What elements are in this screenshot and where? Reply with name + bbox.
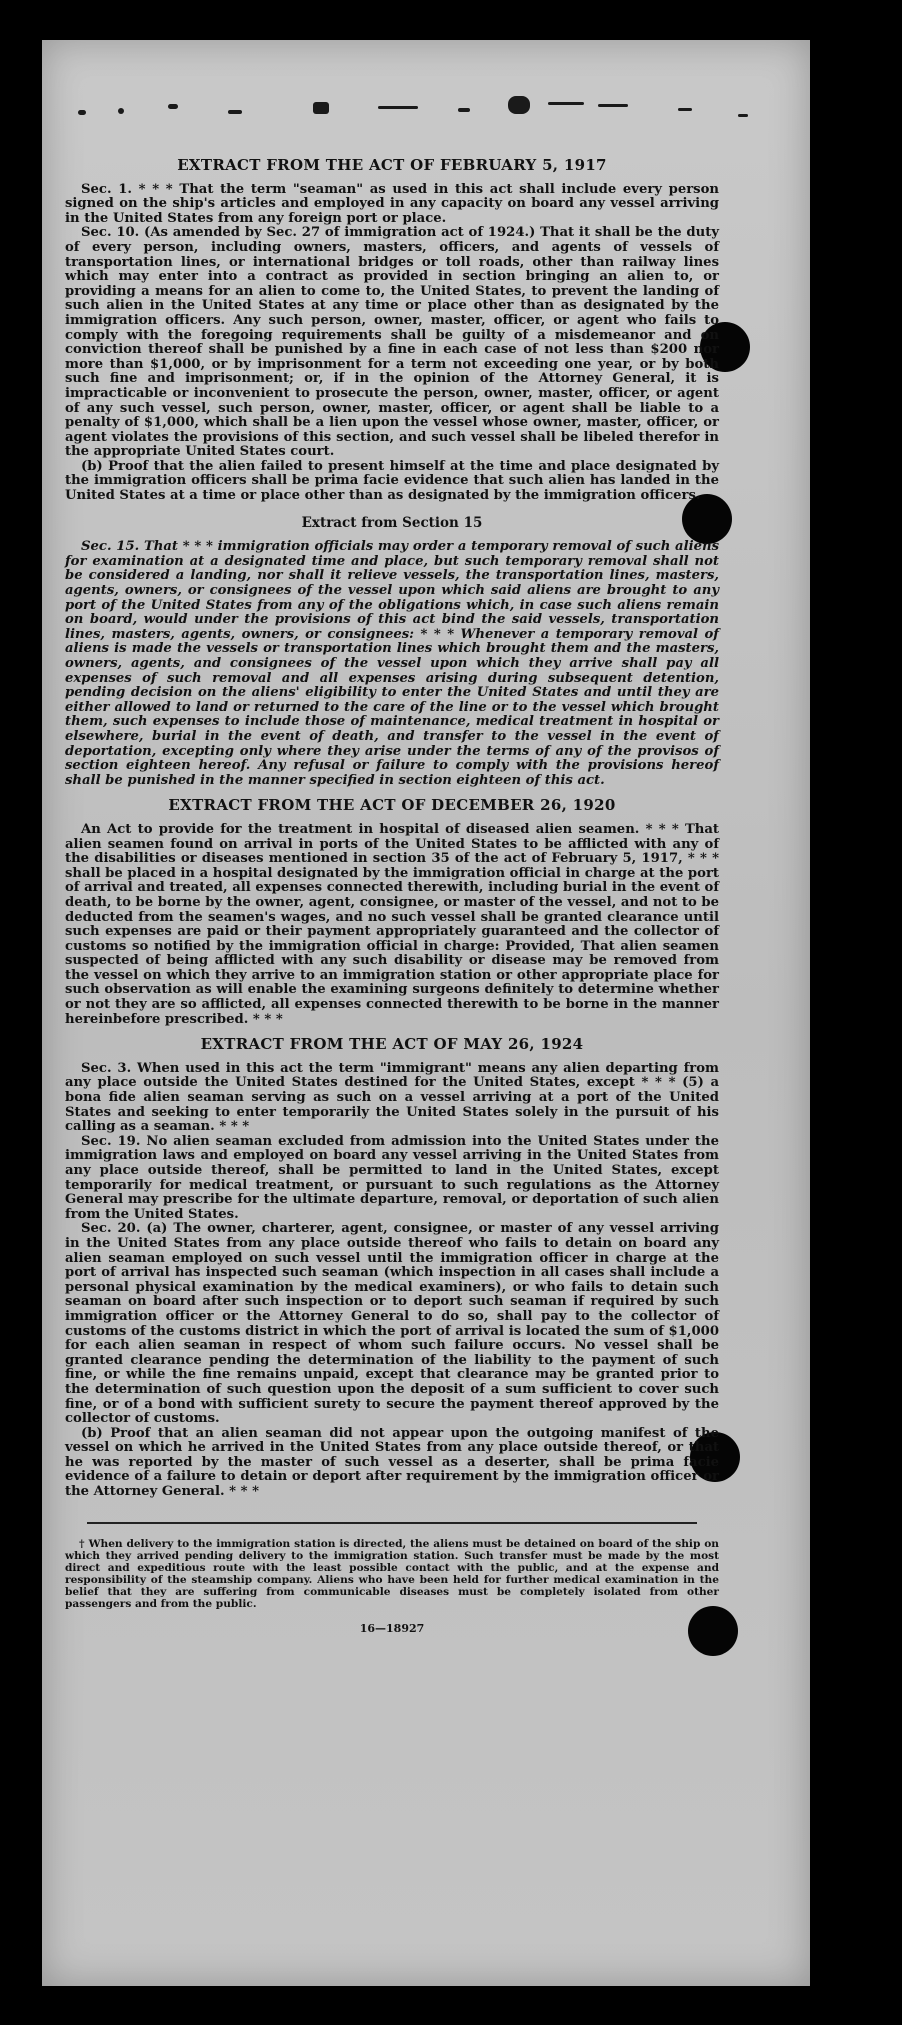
handwritten-scribble xyxy=(78,88,778,148)
subheading-section-15: Extract from Section 15 xyxy=(301,514,483,531)
form-code: 16—18927 xyxy=(359,1621,425,1635)
paragraph-sec-15: Sec. 15. That * * * immigration officials may order a temporary removal of such aliens for examination at a designated time and place, but such temporary removal shall not be considered a landing, nor shall it relieve vessels, the transportation lines, masters, agents, owners, or consignees of the vessel upon which said aliens are brought to any port of the United States from any of the obligations which, in case such aliens remain on board, would under the provisions of this act bind the said vessels, transportation lines, masters, agents, owners, or consignees: * * * Whenever a temporary removal of aliens is made the vessels or transportation lines which brought them and the masters, owners, agents, and consignees of the vessel upon which they arrive shall pay all expenses of such removal and all expenses arising during subsequent detention, pending decision on the aliens' eligibility to enter the United States and until they are either allowed to land or returned to the care of the line or to the vessel which brought them, such expenses to include those of maintenance, medical treatment in hospital or elsewhere, burial in the event of death, and transfer to the vessel in the event of deportation, excepting only where they arise under the terms of any of the provisos of section eighteen hereof. Any refusal or failure to comply with the provisions hereof shall be punished in the manner specified in section eighteen of this act. xyxy=(65,539,719,788)
paragraph-sec-1: Sec. 1. * * * That the term "seaman" as used in this act shall include every person signed on the ship's articles and employed in any capacity on board any vessel arriving in the United States from any foreign port or place. xyxy=(65,181,719,226)
document-body xyxy=(65,148,719,1636)
paragraph-sec-20a: Sec. 20. (a) The owner, charterer, agent, consignee, or master of any vessel arriving in the United States from any place outside thereof who fails to detain on board any alien seaman employed on such vessel until the immigration officer in charge at the port of arrival has inspected such seaman (which inspection in all cases shall include a personal physical examination by the medical examiners), or who fails to detain such seaman on board after such inspection or to deport such seaman if required by such immigration officer or the Attorney General to do so, shall pay to the collector of customs of the customs district in which the port of arrival is located the sum of $1,000 for each alien seaman in respect of whom such failure occurs. No vessel shall be granted clearance pending the determination of the liability to the payment of such fine, or while the fine remains unpaid, except that clearance may be granted prior to the determination of such question upon the deposit of a sum sufficient to cover such fine, or of a bond with sufficient surety to secure the payment thereof approved by the collector of customs. xyxy=(65,1221,719,1427)
italic-block xyxy=(65,540,719,788)
footnote-divider xyxy=(87,1522,697,1524)
paragraph-sec-10: Sec. 10. (As amended by Sec. 27 of immigration act of 1924.) That it shall be the duty of every person, including owners, masters, officers, and agents of vessels of transportation lines, or international bridges or toll roads, other than railway lines which may enter into a contract as provided in section bringing an alien to, or providing a means for an alien to come to, the United States, to prevent the landing of such alien in the United States at any time or place other than as designated by the immigration officers. Any such person, owner, master, officer, or agent who fails to comply with the foregoing requirements shall be guilty of a misdemeanor and on conviction thereof shall be punished by a fine in each case of not less than $200 nor more than $1,000, or by imprisonment for a term not exceeding one year, or by both such fine and imprisonment; or, if in the opinion of the Attorney General, it is impracticable or inconvenient to prosecute the person, owner, master, officer, or agent of any such vessel, such person, owner, master, officer, or agent shall be liable to a penalty of $1,000, which shall be a lien upon the vessel whose owner, master, officer, or agent violates the provisions of this section, and such vessel shall be libeled therefor in the appropriate United States court. xyxy=(65,225,719,460)
paragraph-sec-20b: (b) Proof that an alien seaman did not appear upon the outgoing manifest of the vessel on which he arrived in the United States from any place outside thereof, or that he was reported by the master of such vessel as a deserter, shall be prima facie evidence of a failure to detain or deport after requirement by the immigration officer or the Attorney General. * * * xyxy=(65,1425,719,1500)
paragraph-proof-b: (b) Proof that the alien failed to present himself at the time and place designated by the immigration officers shall be prima facie evidence that such alien has landed in the United States at a time or place other than as designated by the immigration officers. xyxy=(65,458,719,504)
heading-act-dec-1920: EXTRACT FROM THE ACT OF DECEMBER 26, 1920 xyxy=(168,796,616,815)
heading-act-may-1924: EXTRACT FROM THE ACT OF MAY 26, 1924 xyxy=(200,1035,584,1054)
paragraph-sec-3: Sec. 3. When used in this act the term "immigrant" means any alien departing from any place outside the United States destined for the United States, except * * * (5) a bona fide alien seaman serving as such on a vessel arriving at a port of the United States and seeking to enter temporarily the United States solely in the pursuit of his calling as a seaman. * * * xyxy=(65,1060,719,1135)
footnote: † When delivery to the immigration station is directed, the aliens must be detained on board of the ship on which they arrived pending delivery to the immigration station. Such transfer must be made by the most direct and expeditious route with the least possible contact with the public, and at the expense and responsibility of the steamship company. Aliens who have been held for further medical examination in the belief that they are suffering from communicable diseases must be completely isolated from other passengers and from the public. xyxy=(65,1537,719,1610)
paragraph-sec-19: Sec. 19. No alien seaman excluded from admission into the United States under the immigration laws and employed on board any vessel arriving in the United States from any place outside thereof, shall be permitted to land in the United States, except temporarily for medical treatment, or pursuant to such regulations as the Attorney General may prescribe for the ultimate departure, removal, or deportation of such alien from the United States. xyxy=(65,1133,719,1222)
heading-act-feb-1917: EXTRACT FROM THE ACT OF FEBRUARY 5, 1917 xyxy=(177,156,607,174)
paragraph-act-1920: An Act to provide for the treatment in hospital of diseased alien seamen. * * * That alien seamen found on arrival in ports of the United States to be afflicted with any of the disabilities or diseases mentioned in section 35 of the act of February 5, 1917, * * * shall be placed in a hospital designated by the immigration official in charge at the port of arrival and treated, all expenses connected therewith, including burial in the event of death, to be borne by the owner, agent, consignee, or master of the vessel, and not to be deducted from the seamen's wages, and no such vessel shall be granted clearance until such expenses are paid or their payment appropriately guaranteed and the collector of customs so notified by the immigration official in charge: Provided, That alien seamen suspected of being afflicted with any such disability or disease may be removed from the vessel on which they arrive to an immigration station or other appropriate place for such observation as will enable the examining surgeons definitely to determine whether or not they are so afflicted, all expenses connected therewith to be borne in the manner hereinbefore prescribed. * * * xyxy=(65,821,719,1027)
